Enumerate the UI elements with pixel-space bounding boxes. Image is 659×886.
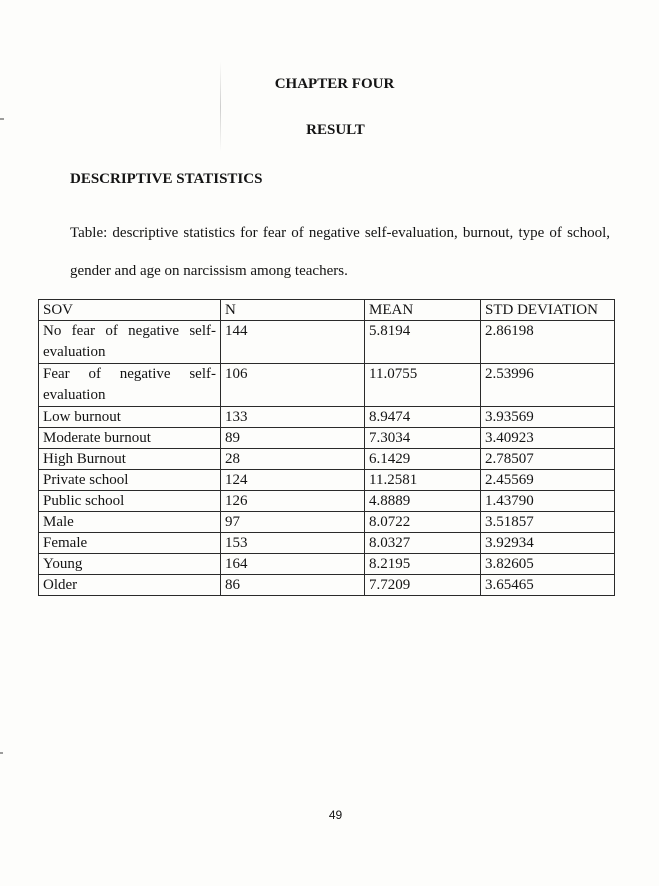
- cell-sov: Moderate burnout: [39, 428, 221, 449]
- cell-n: 153: [221, 533, 365, 554]
- table-row: [39, 533, 615, 554]
- cell-std: 3.51857: [481, 512, 615, 533]
- cell-mean: 8.0722: [365, 512, 481, 533]
- cell-sov: Private school: [39, 470, 221, 491]
- table-row: [39, 449, 615, 470]
- cell-mean: 8.2195: [365, 554, 481, 575]
- table-row: [39, 575, 615, 596]
- cell-mean: 11.0755: [365, 364, 481, 407]
- cell-mean: 4.8889: [365, 491, 481, 512]
- cell-sov: Male: [39, 512, 221, 533]
- column-header-sov: SOV: [39, 300, 221, 321]
- cell-std: 3.82605: [481, 554, 615, 575]
- cell-sov: Public school: [39, 491, 221, 512]
- cell-std: 3.40923: [481, 428, 615, 449]
- table-row: [39, 407, 615, 428]
- cell-std: 3.92934: [481, 533, 615, 554]
- cell-n: 86: [221, 575, 365, 596]
- column-header-std-deviation: STD DEVIATION: [481, 300, 615, 321]
- cell-mean: 7.7209: [365, 575, 481, 596]
- column-header-n: N: [221, 300, 365, 321]
- table-caption: Table: descriptive statistics for fear of negative self-evaluation, burnout, type of school, gender and age on narcissism among teachers.: [70, 225, 610, 279]
- cell-n: 144: [221, 321, 365, 364]
- cell-sov: No fear of negative self-evaluation: [39, 321, 221, 364]
- table-row: [39, 470, 615, 491]
- cell-std: 2.53996: [481, 364, 615, 407]
- table-body: [39, 321, 615, 596]
- cell-std: 3.65465: [481, 575, 615, 596]
- cell-std: 2.45569: [481, 470, 615, 491]
- cell-n: 124: [221, 470, 365, 491]
- table-row: [39, 428, 615, 449]
- cell-std: 3.93569: [481, 407, 615, 428]
- cell-sov: Fear of negative self-evaluation: [39, 364, 221, 407]
- section-title: RESULT: [306, 122, 365, 138]
- cell-sov: Female: [39, 533, 221, 554]
- column-header-mean: MEAN: [365, 300, 481, 321]
- cell-sov: Older: [39, 575, 221, 596]
- cell-mean: 8.9474: [365, 407, 481, 428]
- cell-std: 1.43790: [481, 491, 615, 512]
- cell-std: 2.86198: [481, 321, 615, 364]
- chapter-title: CHAPTER FOUR: [274, 76, 395, 92]
- table-row: [39, 491, 615, 512]
- subsection-heading: DESCRIPTIVE STATISTICS: [70, 171, 263, 187]
- cell-sov: Young: [39, 554, 221, 575]
- table-header-row: [39, 300, 615, 321]
- cell-sov: High Burnout: [39, 449, 221, 470]
- table-row: [39, 512, 615, 533]
- table-row: [39, 554, 615, 575]
- cell-std: 2.78507: [481, 449, 615, 470]
- cell-n: 89: [221, 428, 365, 449]
- cell-mean: 11.2581: [365, 470, 481, 491]
- scan-artifact-mark: [0, 752, 3, 754]
- cell-n: 133: [221, 407, 365, 428]
- scan-artifact-mark: [0, 118, 4, 120]
- descriptive-statistics-table: [38, 299, 615, 596]
- cell-mean: 6.1429: [365, 449, 481, 470]
- table-row: [39, 321, 615, 364]
- cell-n: 126: [221, 491, 365, 512]
- cell-sov: Low burnout: [39, 407, 221, 428]
- cell-mean: 7.3034: [365, 428, 481, 449]
- cell-mean: 5.8194: [365, 321, 481, 364]
- cell-n: 28: [221, 449, 365, 470]
- cell-n: 106: [221, 364, 365, 407]
- cell-mean: 8.0327: [365, 533, 481, 554]
- cell-n: 164: [221, 554, 365, 575]
- table-row: [39, 364, 615, 407]
- page-number: 49: [328, 808, 343, 822]
- table-header: [39, 300, 615, 321]
- cell-n: 97: [221, 512, 365, 533]
